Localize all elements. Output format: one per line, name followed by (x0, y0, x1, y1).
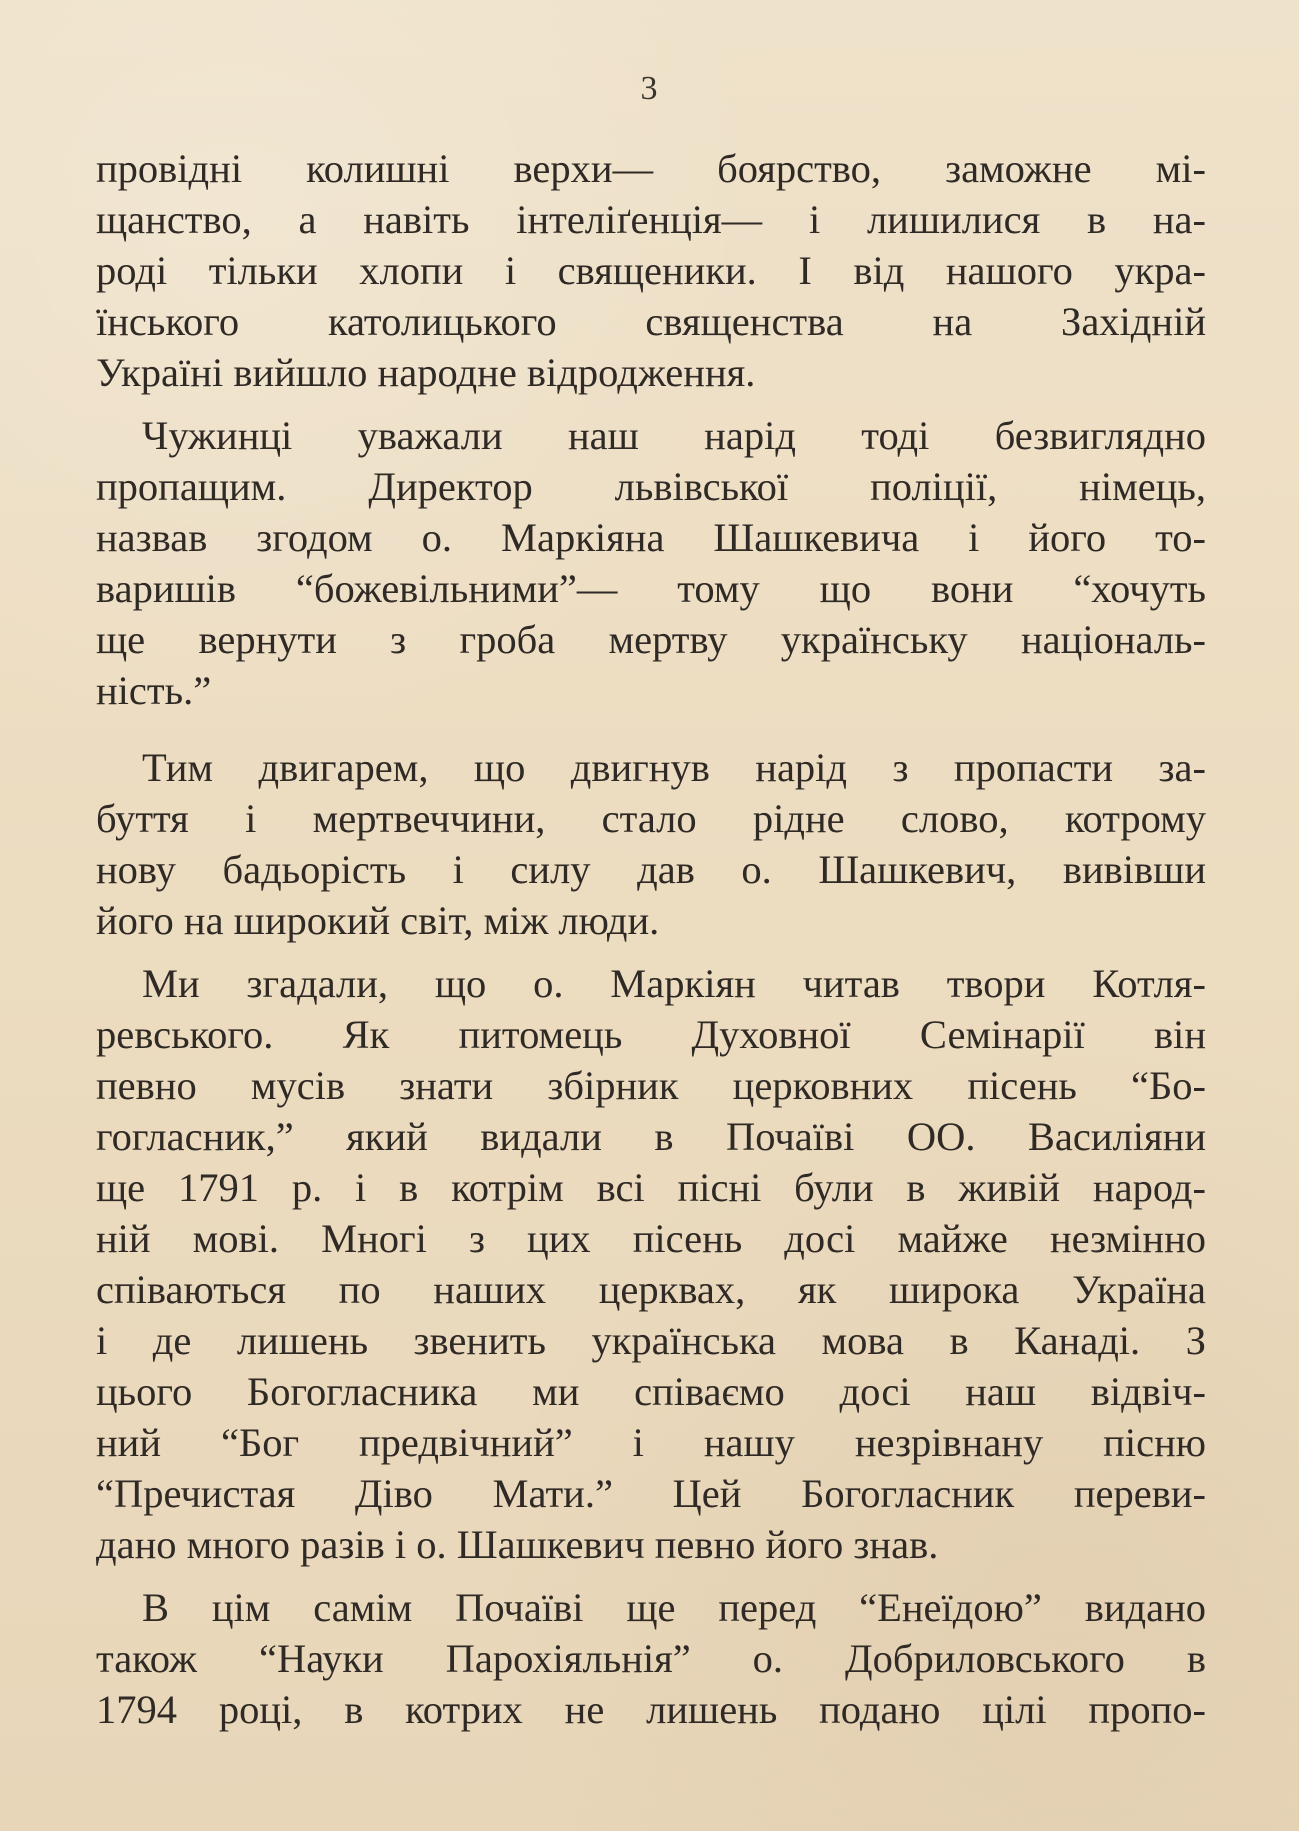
text-line: і де лишень звенить українська мова в Канаді. З (96, 1318, 1206, 1363)
page-number: 3 (640, 70, 659, 107)
text-line: ній мові. Многі з цих пісень досі майже незмінно (96, 1216, 1206, 1261)
text-line: Україні вийшло народне відродження. (96, 350, 756, 395)
text-line: дано много разів і о. Шашкевич певно його знав. (96, 1522, 939, 1567)
paragraph (96, 1582, 1206, 1735)
text-line: також “Науки Парохіяльнія” о. Добриловського в (96, 1636, 1206, 1681)
text-line: В цім самім Почаїві ще перед “Енеїдою” видано (142, 1585, 1206, 1630)
text-column (96, 143, 1206, 1735)
text-line: буття і мертвеччини, стало рідне слово, котрому (96, 796, 1206, 841)
text-line: їнського католицького священства на Західній (96, 299, 1206, 344)
text-line: ще вернути з гроба мертву українську національ- (96, 617, 1206, 662)
text-line: роді тільки хлопи і священики. І від нашого укра- (96, 248, 1206, 293)
text-line: 1794 році, в котрих не лишень подано цілі пропо- (96, 1687, 1206, 1732)
text-line: Чужинці уважали наш нарід тоді безвиглядно (142, 413, 1206, 458)
text-line: цього Богогласника ми співаємо досі наш відвіч- (96, 1369, 1206, 1414)
text-line: гогласник,” який видали в Почаїві ОО. Василіяни (96, 1114, 1206, 1159)
text-line: певно мусів знати збірник церковних пісень “Бо- (96, 1063, 1206, 1108)
text-line: Тим двигарем, що двигнув нарід з пропасти за- (142, 745, 1206, 790)
text-line: ний “Бог предвічний” і нашу незрівнану пісню (96, 1420, 1206, 1465)
text-line: щанство, а навіть інтеліґенція— і лишилися в на- (96, 197, 1206, 242)
text-line: ще 1791 р. і в котрім всі пісні були в живій народ- (96, 1165, 1206, 1210)
text-line: назвав згодом о. Маркіяна Шашкевича і його то- (96, 515, 1206, 560)
text-line: варишів “божевільними”— тому що вони “хочуть (96, 566, 1206, 611)
text-line: Ми згадали, що о. Маркіян читав твори Котля- (142, 961, 1206, 1006)
paragraph (96, 410, 1206, 716)
text-line: ність.” (96, 668, 212, 713)
text-line: пропащим. Директор львівської поліції, німець, (96, 464, 1206, 509)
text-line: його на широкий світ, між люди. (96, 898, 660, 943)
paragraph (96, 143, 1206, 398)
paragraph (96, 742, 1206, 946)
text-line: нову бадьорість і силу дав о. Шашкевич, вивівши (96, 847, 1206, 892)
text-line: “Пречистая Діво Мати.” Цей Богогласник переви- (96, 1471, 1206, 1516)
text-line: провідні колишні верхи— боярство, заможне мі- (96, 146, 1206, 191)
paragraph (96, 958, 1206, 1570)
text-line: ревського. Як питомець Духовної Семінарії він (96, 1012, 1206, 1057)
text-line: співаються по наших церквах, як широка Україна (96, 1267, 1206, 1312)
